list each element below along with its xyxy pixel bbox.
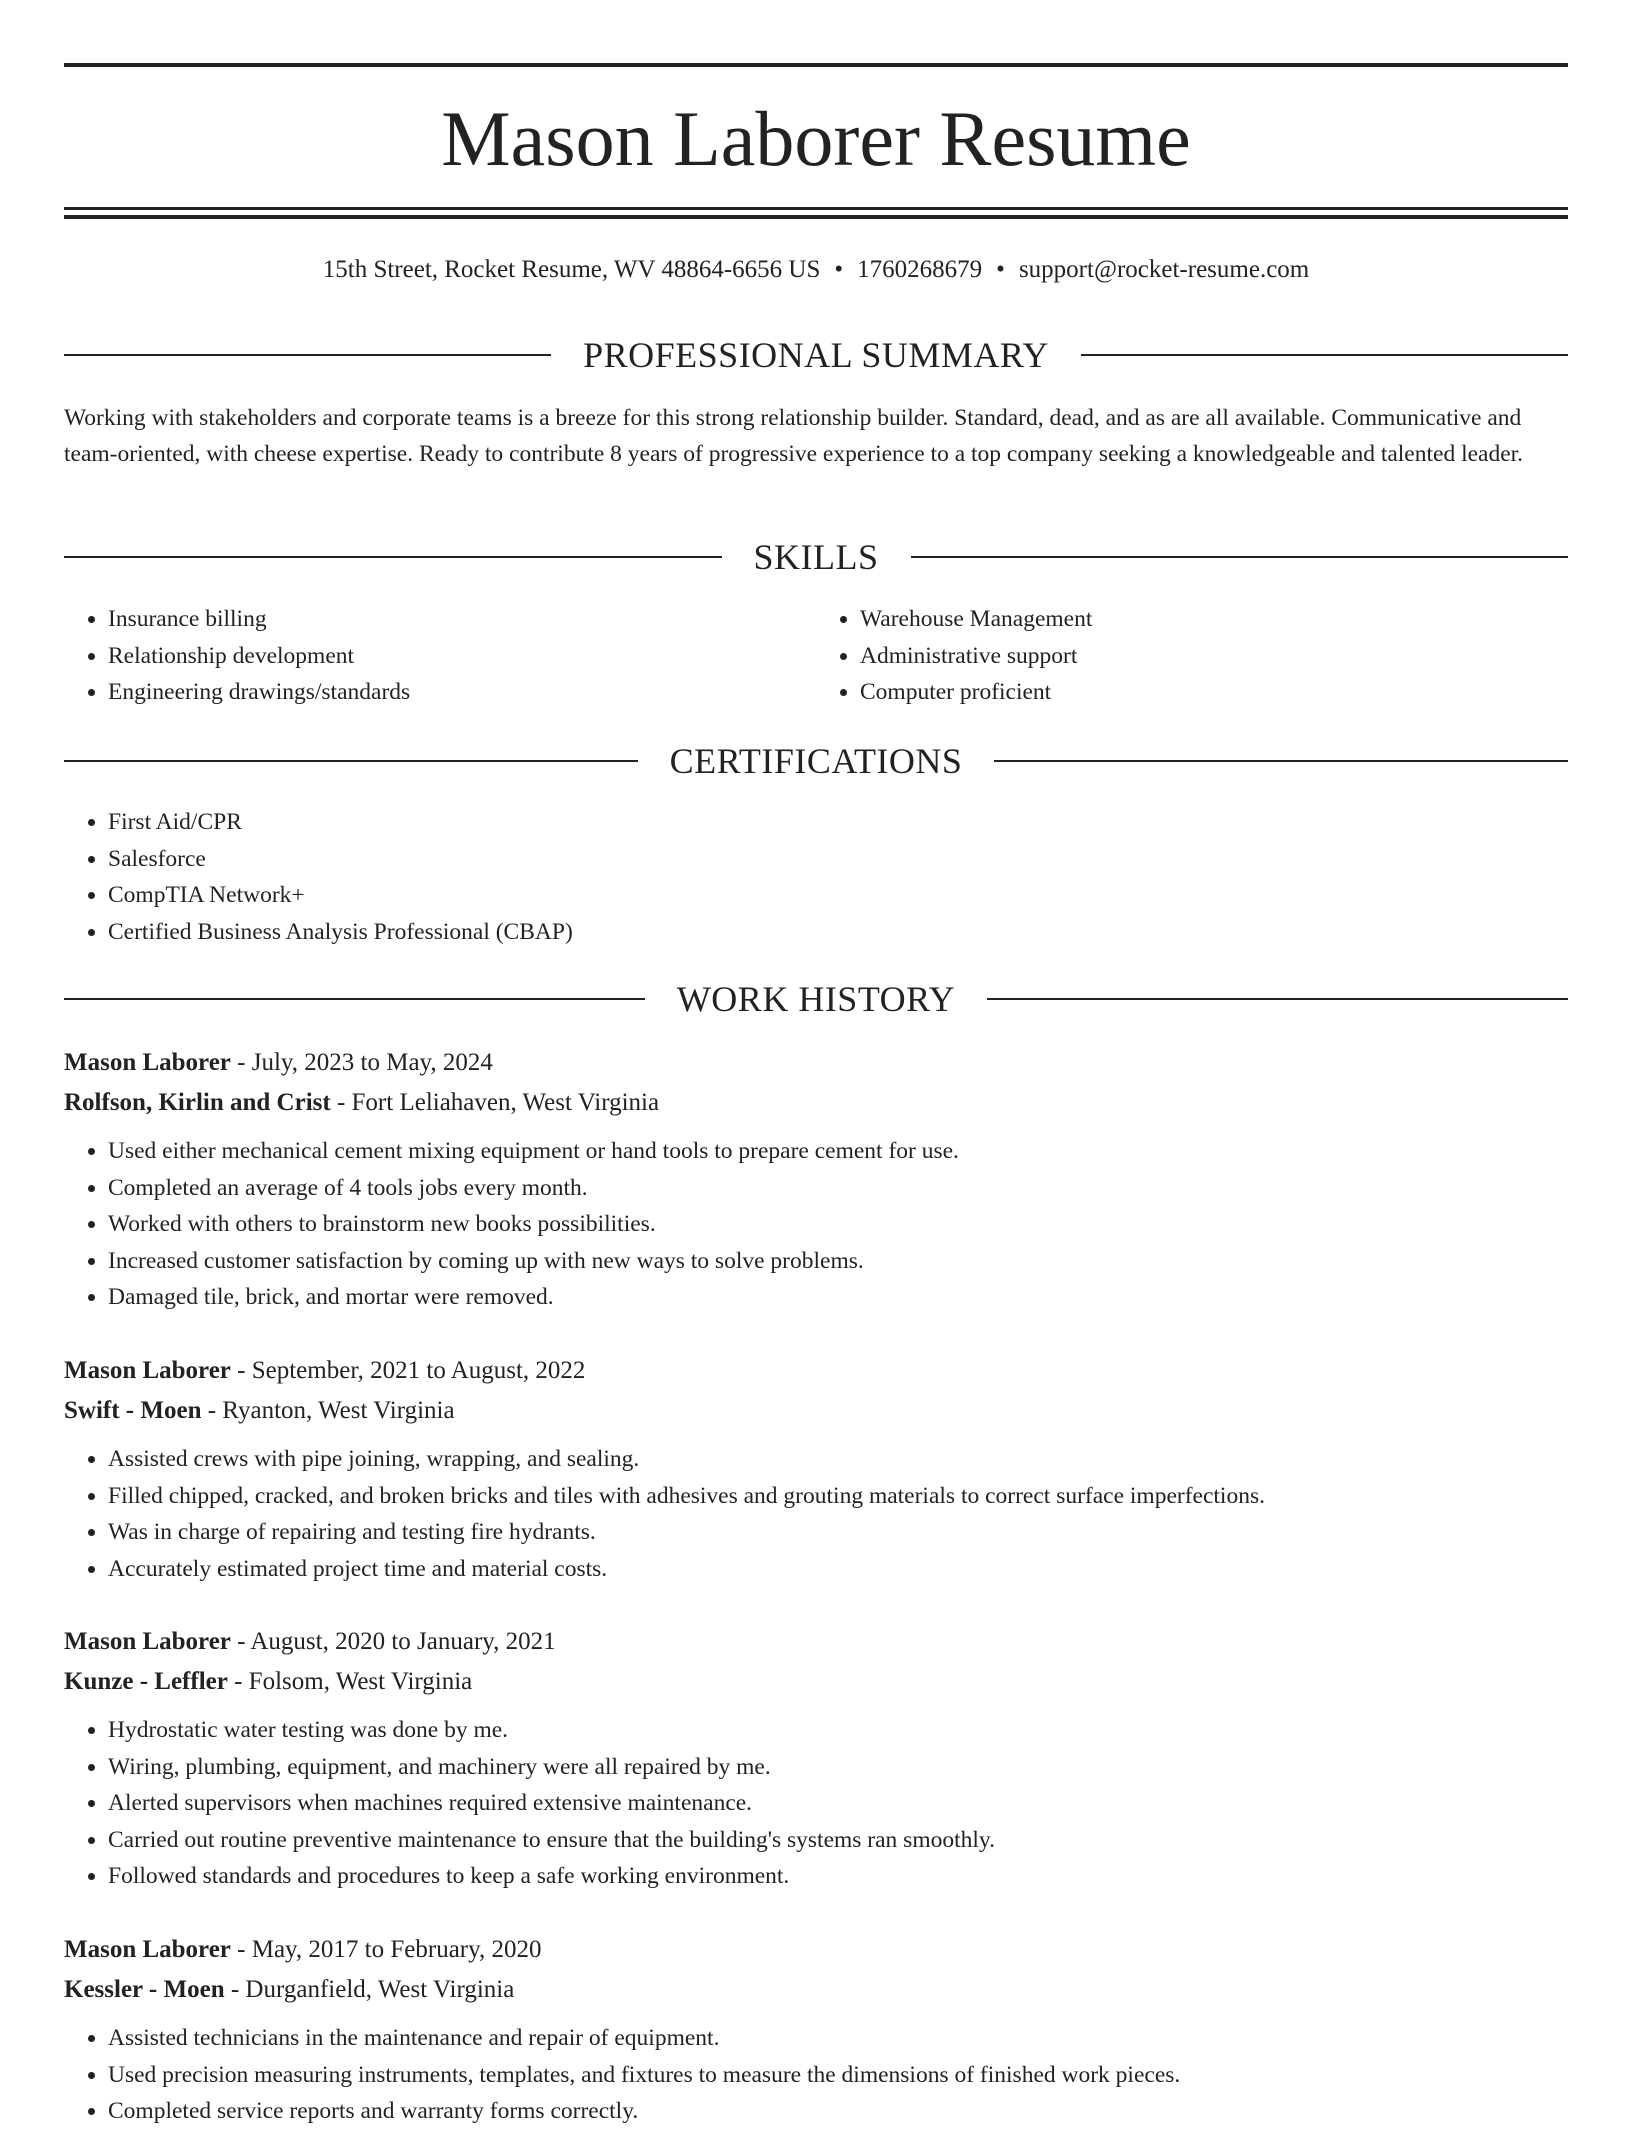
list-item: • CompTIA Network+ <box>108 877 1568 914</box>
double-rule <box>64 207 1568 219</box>
job-entry <box>64 1622 1568 1895</box>
certifications-list <box>64 804 1568 950</box>
list-item: • First Aid/CPR <box>108 804 1568 841</box>
section-heading-work-history <box>64 977 1568 1021</box>
section-title: SKILLS <box>753 537 879 577</box>
list-item: • Damaged tile, brick, and mortar were removed. <box>108 1279 1568 1316</box>
list-item: • Certified Business Analysis Professional (CBAP) <box>108 914 1568 951</box>
job-dates: - September, 2021 to August, 2022 <box>230 1357 586 1384</box>
list-item: • Filled chipped, cracked, and broken bricks and tiles with adhesives and grouting materials to correct surface imperfections. <box>108 1478 1568 1515</box>
contact-separator: • <box>834 256 844 283</box>
list-item: • Completed service reports and warranty forms correctly. <box>108 2093 1568 2130</box>
list-item: • Hydrostatic water testing was done by me. <box>108 1712 1568 1749</box>
job-title-line <box>64 1351 1568 1391</box>
list-item: • Administrative support <box>860 638 1568 675</box>
list-item: • Wiring, plumbing, equipment, and machinery were all repaired by me. <box>108 1749 1568 1786</box>
job-duties <box>64 2020 1568 2130</box>
job-dates: - August, 2020 to January, 2021 <box>230 1628 556 1655</box>
list-item: • Computer proficient <box>860 674 1568 711</box>
list-item: • Assisted crews with pipe joining, wrapping, and sealing. <box>108 1441 1568 1478</box>
contact-email[interactable]: support@rocket-resume.com <box>1018 256 1310 283</box>
list-item: • Was in charge of repairing and testing fire hydrants. <box>108 1514 1568 1551</box>
section-heading-skills <box>64 535 1568 579</box>
job-company-line <box>64 1970 1568 2010</box>
job-company: Kessler - Moen <box>64 1976 225 2003</box>
job-title: Mason Laborer <box>64 1049 231 1076</box>
list-item: • Completed an average of 4 tools jobs every month. <box>108 1170 1568 1207</box>
job-dates: - May, 2017 to February, 2020 <box>230 1936 542 1963</box>
job-entry <box>64 1351 1568 1587</box>
job-duties <box>64 1441 1568 1587</box>
list-item: • Increased customer satisfaction by coming up with new ways to solve problems. <box>108 1243 1568 1280</box>
divider <box>64 760 638 762</box>
divider <box>64 556 722 558</box>
certifications-items <box>64 804 1568 950</box>
job-entry <box>64 1043 1568 1316</box>
contact-address: 15th Street, Rocket Resume, WV 48864-6656 US <box>322 256 821 283</box>
job-entry <box>64 1930 1568 2130</box>
job-title: Mason Laborer <box>64 1357 231 1384</box>
section-title: WORK HISTORY <box>676 979 956 1019</box>
job-company-line <box>64 1391 1568 1431</box>
job-title-line <box>64 1043 1568 1083</box>
section-title: PROFESSIONAL SUMMARY <box>583 335 1049 375</box>
list-item: • Assisted technicians in the maintenance and repair of equipment. <box>108 2020 1568 2057</box>
resume-title: Mason Laborer Resume <box>441 95 1191 182</box>
contact-separator: • <box>996 256 1005 283</box>
list-item: • Used precision measuring instruments, templates, and fixtures to measure the dimensions of finished work pieces. <box>108 2057 1568 2094</box>
job-title-line <box>64 1930 1568 1970</box>
list-item: • Relationship development <box>108 638 816 675</box>
top-rule <box>64 63 1568 67</box>
job-title: Mason Laborer <box>64 1628 231 1655</box>
contact-phone[interactable]: 1760268679 <box>857 256 983 283</box>
list-item: • Followed standards and procedures to keep a safe working environment. <box>108 1858 1568 1895</box>
list-item: • Used either mechanical cement mixing equipment or hand tools to prepare cement for use. <box>108 1133 1568 1170</box>
list-item: • Accurately estimated project time and material costs. <box>108 1551 1568 1588</box>
job-dates: - July, 2023 to May, 2024 <box>230 1049 493 1076</box>
job-company-line <box>64 1083 1568 1123</box>
section-heading-certifications <box>64 739 1568 783</box>
divider <box>911 556 1569 558</box>
job-duties <box>64 1712 1568 1895</box>
job-location: - Ryanton, West Virginia <box>201 1397 455 1424</box>
job-location: - Durganfield, West Virginia <box>224 1976 515 2003</box>
skills-list <box>64 601 1568 711</box>
job-location: - Fort Leliahaven, West Virginia <box>330 1089 660 1116</box>
list-item: • Worked with others to brainstorm new books possibilities. <box>108 1206 1568 1243</box>
job-duties <box>64 1133 1568 1316</box>
divider <box>987 998 1568 1000</box>
job-location: - Folsom, West Virginia <box>227 1668 473 1695</box>
summary-text: Working with stakeholders and corporate teams is a breeze for this strong relationship builder. Standard, dead, and as are all available. Communicative and team-oriented, with cheese expertise. Ready to contribute 8 years of progressive experience to a top company seeking a knowledgeable and talented leader. <box>64 405 1524 467</box>
divider <box>64 998 645 1000</box>
job-title: Mason Laborer <box>64 1936 231 1963</box>
list-item: • Carried out routine preventive maintenance to ensure that the building's systems ran smoothly. <box>108 1822 1568 1859</box>
section-heading-summary <box>64 333 1568 377</box>
contact-line <box>64 254 1568 286</box>
list-item: • Salesforce <box>108 841 1568 878</box>
skills-column-left <box>64 601 816 711</box>
job-company: Kunze - Leffler <box>64 1668 228 1695</box>
list-item: • Warehouse Management <box>860 601 1568 638</box>
list-item: • Insurance billing <box>108 601 816 638</box>
job-company: Swift - Moen <box>64 1397 202 1424</box>
divider <box>994 760 1568 762</box>
list-item: • Alerted supervisors when machines required extensive maintenance. <box>108 1785 1568 1822</box>
section-title: CERTIFICATIONS <box>669 741 963 781</box>
divider <box>1081 354 1568 356</box>
job-company-line <box>64 1662 1568 1702</box>
job-title-line <box>64 1622 1568 1662</box>
list-item: • Engineering drawings/standards <box>108 674 816 711</box>
divider <box>64 354 551 356</box>
job-company: Rolfson, Kirlin and Crist <box>64 1089 331 1116</box>
skills-column-right <box>816 601 1568 711</box>
